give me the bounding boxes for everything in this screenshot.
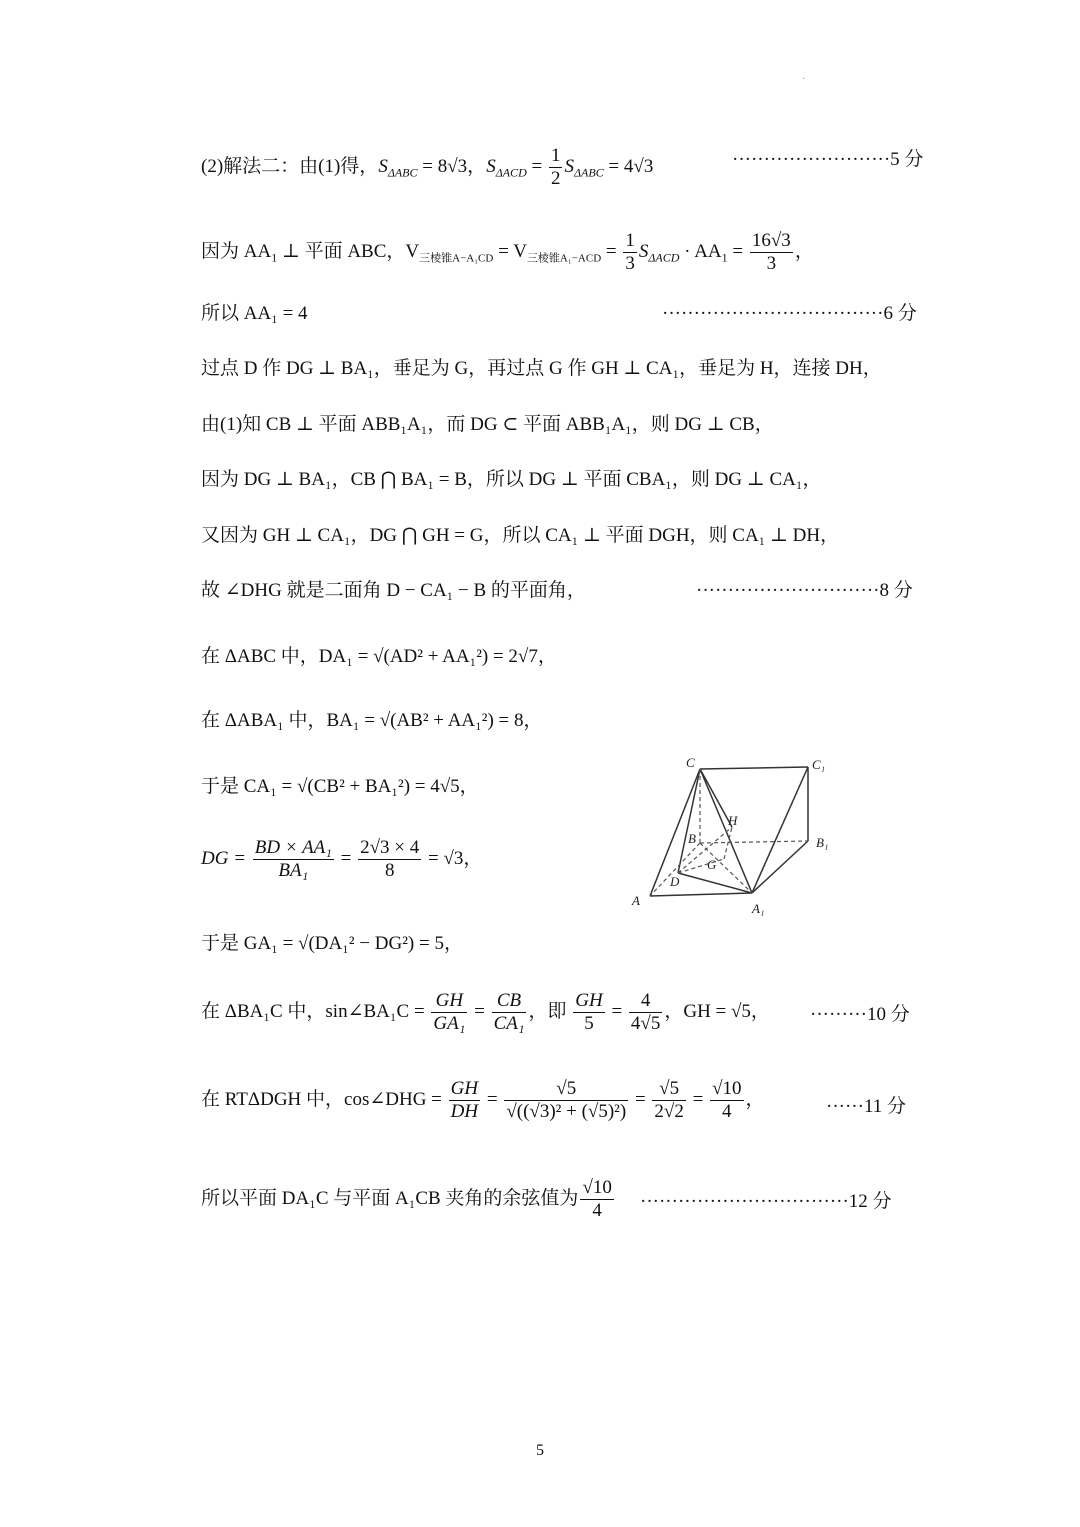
text: = (606, 1000, 627, 1022)
solution-line-10: 在 ΔABA₁ 中，BA₁ = √(AB² + AA₁²) = 8， (201, 710, 543, 731)
label-A: A (632, 893, 640, 908)
label-A1: A₁ (752, 901, 765, 916)
score-6: ···································6 分 (662, 303, 917, 324)
page-number: 5 (536, 1442, 544, 1459)
solution-line-4: 过点 D 作 DG ⊥ BA₁，垂足为 G，再过点 G 作 GH ⊥ CA₁，垂足为 H，连接 DH， (201, 358, 882, 379)
label-D: D (670, 874, 680, 889)
fraction: $\frac{2√3 \times 4}{8}$ (360, 837, 420, 881)
math: DG = (201, 847, 251, 869)
solution-line-12 (201, 837, 482, 882)
fraction: $\frac{4}{4√5}$ (630, 990, 661, 1034)
fraction: $\frac{16√3}{3}$ (751, 230, 791, 274)
text: = (727, 240, 748, 262)
math: S (486, 155, 496, 177)
solution-line-14 (201, 990, 770, 1035)
prism-figure (628, 755, 838, 920)
solution-line-7: 又因为 GH ⊥ CA₁，DG ⋂ GH = G，所以 CA₁ ⊥ 平面 DGH，则 CA₁ ⊥ DH， (201, 525, 840, 546)
fraction: $\frac{√10}{4}$ (582, 1177, 612, 1221)
math: = 8√3， (417, 155, 487, 177)
fraction: $\frac{1}{3}$ (625, 230, 635, 274)
math: S (378, 155, 388, 177)
label-C: C (686, 755, 695, 770)
solution-line-11: 于是 CA₁ = √(CB² + BA₁²) = 4√5， (201, 776, 479, 797)
solution-line-6: 因为 DG ⊥ BA₁，CB ⋂ BA₁ = B，所以 DG ⊥ 平面 CBA₁，则 DG ⊥ CA₁， (201, 469, 822, 490)
score-10: ·········10 分 (810, 1004, 910, 1025)
fraction: $\frac{CB}{\text{CA₁}}$ (493, 990, 525, 1034)
solution-line-3: 所以 AA₁ = 4 (201, 303, 308, 324)
subscript: ΔACD (495, 165, 527, 180)
text: = (601, 240, 622, 262)
math: = (335, 847, 357, 869)
text: ，即 (528, 1000, 572, 1022)
text: = (469, 1000, 490, 1022)
solution-line-9: 在 ΔABC 中，DA₁ = √(AD² + AA₁²) = 2√7， (201, 646, 557, 667)
score-11: ······11 分 (826, 1096, 907, 1117)
solution-line-16 (201, 1177, 616, 1222)
text: ，GH = √5， (664, 1000, 770, 1022)
fraction: $\frac{√5}{\text{√((√3)² + (√5)²)}}$ (506, 1078, 627, 1122)
math: = (526, 155, 547, 177)
solution-line-13: 于是 GA₁ = √(DA₁² − DG²) = 5， (201, 933, 463, 954)
subscript: 三棱锥A−A₁CD (419, 252, 494, 265)
label-C1: C₁ (812, 757, 826, 772)
text: ， (745, 1088, 765, 1110)
text: 所以平面 DA₁C 与平面 A₁CB 夹角的余弦值为 (201, 1187, 579, 1209)
text: 因为 AA (201, 240, 272, 262)
subscript: ΔABC (387, 165, 418, 180)
subscript: ΔACD (648, 250, 680, 265)
solution-line-8: 故 ∠DHG 就是二面角 D − CA₁ − B 的平面角， (201, 580, 586, 601)
solution-line-15 (201, 1078, 765, 1123)
subscript: ΔABC (573, 165, 604, 180)
fraction: $\frac{\text{BD × AA₁}}{\text{BA₁}}$ (254, 837, 332, 881)
subscript: 三棱锥A₁−ACD (526, 252, 602, 265)
solution-line-2 (201, 230, 814, 275)
text: ， (794, 240, 814, 262)
fraction: $\frac{√5}{2√2}$ (654, 1078, 684, 1122)
score-5: ·························5 分 (732, 149, 924, 170)
math: S (564, 155, 574, 177)
label-H: H (728, 813, 738, 828)
subscript: 1 (721, 250, 728, 265)
text: ⊥ 平面 ABC，V (277, 240, 420, 262)
corner-mark: · (802, 74, 806, 85)
label-B1: B₁ (816, 835, 829, 850)
text: · AA (679, 240, 722, 262)
fraction: $\frac{GH}{5}$ (575, 990, 603, 1034)
math: = 4√3 (603, 155, 654, 177)
text: = (687, 1088, 709, 1110)
math: S (638, 240, 649, 262)
label-B: B (688, 831, 696, 846)
subscript: 1 (271, 250, 278, 265)
score-8: ·····························8 分 (696, 580, 913, 601)
fraction: $\frac{√10}{4}$ (712, 1078, 742, 1122)
solution-line-1 (201, 145, 653, 190)
text: 在 RTΔDGH 中，cos∠DHG = (201, 1088, 447, 1110)
text: = (630, 1088, 651, 1110)
label-G: G (707, 857, 717, 872)
text: = (482, 1088, 503, 1110)
text: (2)解法二：由(1)得， (201, 155, 379, 177)
score-12: ·································12 分 (640, 1191, 892, 1212)
text: = V (493, 240, 527, 262)
fraction: $\frac{GH}{DH}$ (450, 1078, 479, 1122)
fraction: $\frac{1}{2}$ (550, 145, 561, 189)
math: = √3， (423, 847, 483, 869)
text: 在 ΔBA₁C 中，sin∠BA₁C = (201, 1000, 430, 1022)
fraction: $\frac{GH}{\text{GA₁}}$ (433, 990, 466, 1034)
solution-line-5: 由(1)知 CB ⊥ 平面 ABB₁A₁，而 DG ⊂ 平面 ABB₁A₁，则 DG ⊥ CB， (201, 414, 774, 435)
